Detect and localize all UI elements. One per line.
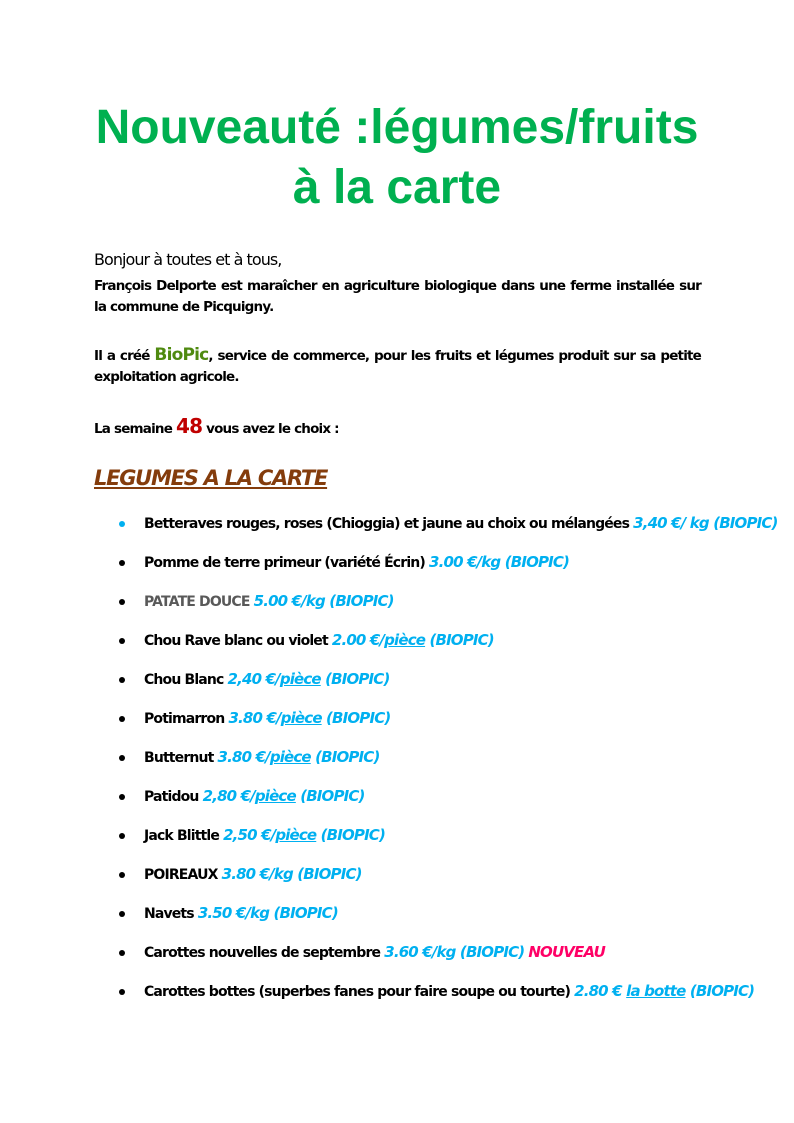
list-item — [0, 549, 794, 577]
list-item — [0, 627, 794, 655]
item-name: PATATE DOUCE — [144, 594, 250, 610]
bullet-icon — [119, 521, 125, 527]
item-text — [144, 748, 379, 766]
bullet-icon — [119, 911, 125, 917]
list-item — [0, 510, 794, 538]
item-name: Potimarron — [144, 711, 225, 727]
week-paragraph — [94, 416, 701, 440]
item-price: 2.80 € la botte (BIOPIC) — [574, 982, 755, 1000]
item-price: 2,40 €/pièce (BIOPIC) — [227, 670, 390, 688]
item-name: Patidou — [144, 789, 199, 805]
list-item — [0, 978, 794, 1006]
item-text — [144, 670, 389, 688]
item-text — [144, 514, 778, 532]
list-item — [0, 744, 794, 772]
bullet-icon — [119, 560, 125, 566]
item-text — [144, 943, 605, 961]
list-item — [0, 588, 794, 616]
list-item — [0, 939, 794, 967]
item-price: 3.80 €/kg (BIOPIC) — [221, 865, 362, 883]
item-text — [144, 553, 569, 571]
item-price: 3.80 €/pièce (BIOPIC) — [217, 748, 380, 766]
greeting: Bonjour à toutes et à tous, — [94, 250, 282, 269]
item-name: Carottes nouvelles de septembre — [144, 945, 381, 961]
section-title: LEGUMES A LA CARTE — [94, 466, 328, 490]
list-item — [0, 822, 794, 850]
item-price: 2.00 €/pièce (BIOPIC) — [331, 631, 494, 649]
service-prefix: Il a créé — [94, 348, 155, 364]
brand-name: BioPic — [154, 345, 209, 365]
list-item — [0, 861, 794, 889]
item-name: Jack Blittle — [144, 828, 220, 844]
bullet-icon — [119, 833, 125, 839]
item-name: Betteraves rouges, roses (Chioggia) et jaune au choix ou mélangées — [144, 516, 630, 532]
item-name: Pomme de terre primeur (variété Écrin) — [144, 555, 425, 571]
service-paragraph — [94, 345, 701, 388]
service-suffix: , service de commerce, pour les fruits et légumes produit sur sa petite exploitation agricole. — [94, 348, 702, 385]
item-text — [144, 709, 390, 727]
item-text — [144, 631, 494, 649]
item-price: 2,50 €/pièce (BIOPIC) — [223, 826, 385, 844]
week-number: 48 — [175, 414, 203, 438]
intro-paragraph: François Delporte est maraîcher en agriculture biologique dans une ferme installée sur la commune de Picquigny. — [94, 278, 701, 315]
bullet-icon — [119, 872, 125, 878]
bullet-icon — [119, 716, 125, 722]
item-price: 3.60 €/kg (BIOPIC) — [384, 943, 525, 961]
item-name: Butternut — [144, 750, 214, 766]
item-text — [144, 982, 754, 1000]
item-price: 3.00 €/kg (BIOPIC) — [429, 553, 570, 571]
bullet-icon — [119, 989, 125, 995]
item-text — [144, 592, 394, 610]
item-name: POIREAUX — [144, 867, 218, 883]
list-item — [0, 783, 794, 811]
item-name: Carottes bottes (superbes fanes pour faire soupe ou tourte) — [144, 984, 571, 1000]
item-text — [144, 865, 362, 883]
bullet-icon — [119, 950, 125, 956]
list-item — [0, 705, 794, 733]
item-text — [144, 904, 338, 922]
item-name: Navets — [144, 906, 194, 922]
bullet-icon — [119, 755, 125, 761]
item-text — [144, 787, 365, 805]
page-title — [0, 98, 794, 218]
title-line-2: à la carte — [292, 161, 502, 214]
list-item — [0, 900, 794, 928]
item-price: 2,80 €/pièce (BIOPIC) — [202, 787, 365, 805]
bullet-icon — [119, 638, 125, 644]
item-text — [144, 826, 385, 844]
bullet-icon — [119, 677, 125, 683]
bullet-icon — [119, 794, 125, 800]
bullet-icon — [119, 599, 125, 605]
title-line-1: Nouveauté :légumes/fruits — [95, 101, 699, 154]
new-badge: NOUVEAU — [528, 943, 605, 961]
list-item — [0, 666, 794, 694]
week-suffix: vous avez le choix : — [202, 421, 339, 437]
item-price: 3.80 €/pièce (BIOPIC) — [228, 709, 391, 727]
item-name: Chou Rave blanc ou violet — [144, 633, 328, 649]
item-price: 3,40 €/ kg (BIOPIC) — [633, 514, 778, 532]
item-price: 3.50 €/kg (BIOPIC) — [197, 904, 338, 922]
week-prefix: La semaine — [94, 421, 176, 437]
item-name: Chou Blanc — [144, 672, 224, 688]
item-price: 5.00 €/kg (BIOPIC) — [253, 592, 394, 610]
